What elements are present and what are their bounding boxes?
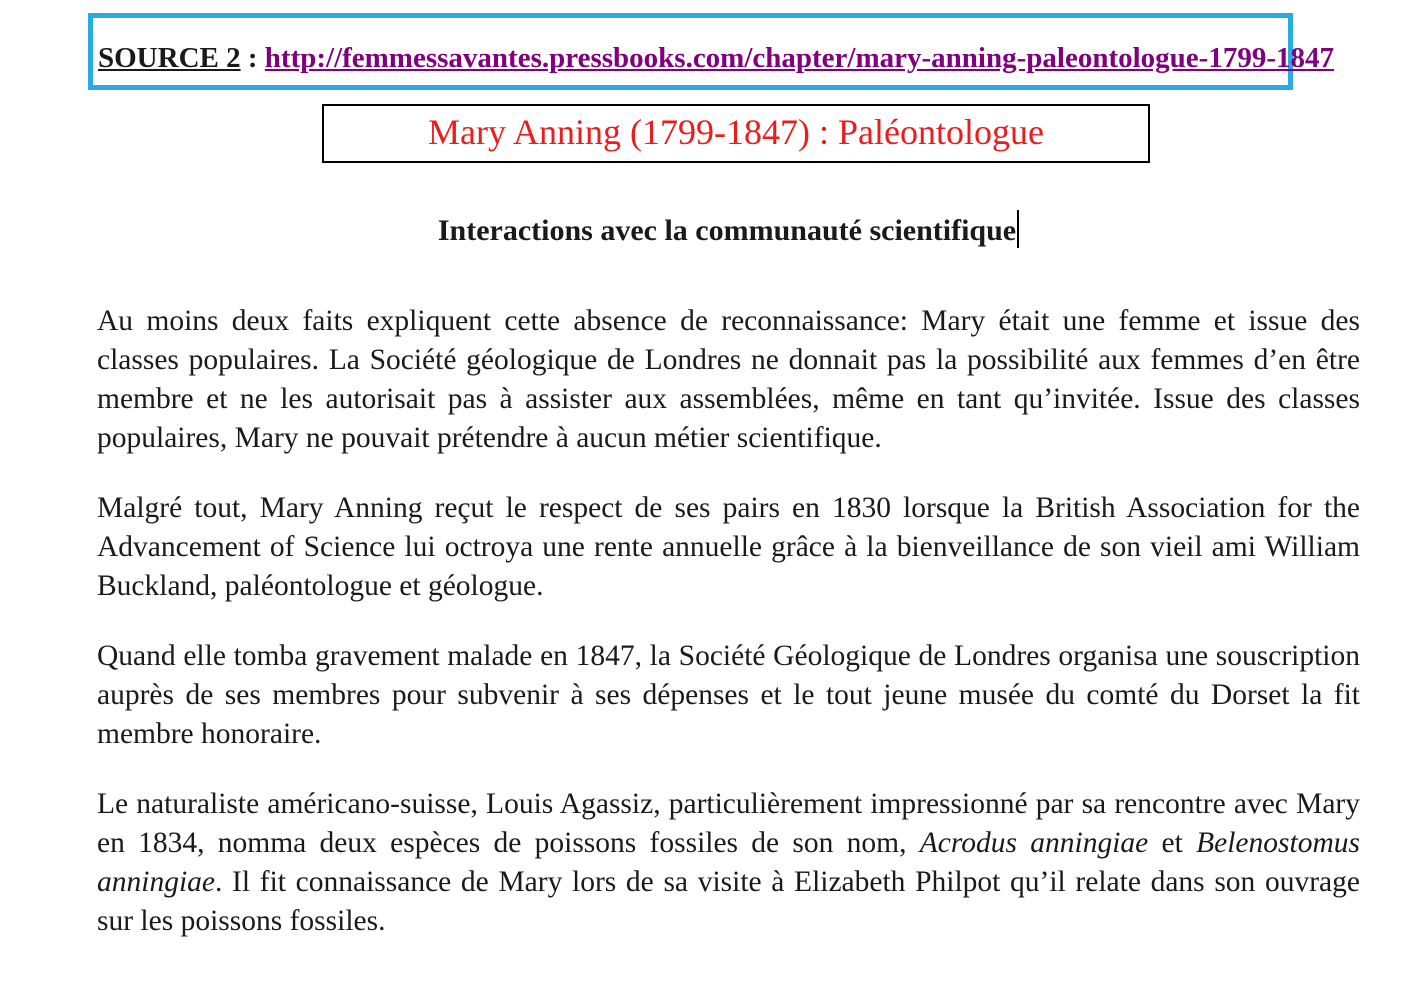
section-heading-text: Interactions avec la communauté scientifique <box>437 214 1017 247</box>
paragraph-text: et <box>1148 827 1197 859</box>
paragraph <box>97 637 1360 754</box>
body-paragraphs <box>97 302 1360 941</box>
paragraph <box>97 489 1360 606</box>
paragraph-text: Le naturaliste américano-suisse, Louis Agassiz, particulièrement impressionné par sa rencontre avec Mary en 1834, nomma deux espèces de poissons fossiles de son nom, <box>97 788 1360 859</box>
paragraph <box>97 785 1360 941</box>
source-box <box>88 13 1334 90</box>
text-editing-area[interactable] <box>97 210 1360 941</box>
title-box <box>322 104 1150 163</box>
source-link[interactable]: http://femmessavantes.pressbooks.com/chapter/mary-anning-paleontologue-1799-1847 <box>264 42 1334 74</box>
section-heading <box>97 210 1360 251</box>
species-name-italic: Acrodus anningiae <box>919 827 1149 859</box>
source-label: SOURCE 2 <box>98 42 241 74</box>
paragraph-text: . Il fit connaissance de Mary lors de sa visite à Elizabeth Philpot qu’il relate dans son ouvrage sur les poissons fossiles. <box>97 866 1360 937</box>
paragraph-text: Au moins deux faits expliquent cette absence de reconnaissance: Mary était une femme et issue des classes populaires. La Société géologique de Londres ne donnait pas la possibilité aux femmes d’en être membre et ne les autorisait pas à assister aux assemblées, même en tant qu’invitée. Issue des classes populaires, Mary ne pouvait prétendre à aucun métier scientifique. <box>97 305 1360 454</box>
species-name-italic: Belenostomus anningiae <box>97 827 1360 898</box>
paragraph-text: Malgré tout, Mary Anning reçut le respect de ses pairs en 1830 lorsque la British Association for the Advancement of Science lui octroya une rente annuelle grâce à la bienveillance de son vieil ami William Buckland, paléontologue et géologue. <box>97 492 1360 602</box>
paragraph-text: Quand elle tomba gravement malade en 1847, la Société Géologique de Londres organisa une souscription auprès de ses membres pour subvenir à ses dépenses et le tout jeune musée du comté du Dorset la fit membre honoraire. <box>97 640 1360 750</box>
document-title: Mary Anning (1799-1847) : Paléontologue <box>428 112 1044 152</box>
source-separator: : <box>240 42 265 74</box>
text-cursor-caret <box>1017 210 1019 248</box>
paragraph <box>97 302 1360 458</box>
